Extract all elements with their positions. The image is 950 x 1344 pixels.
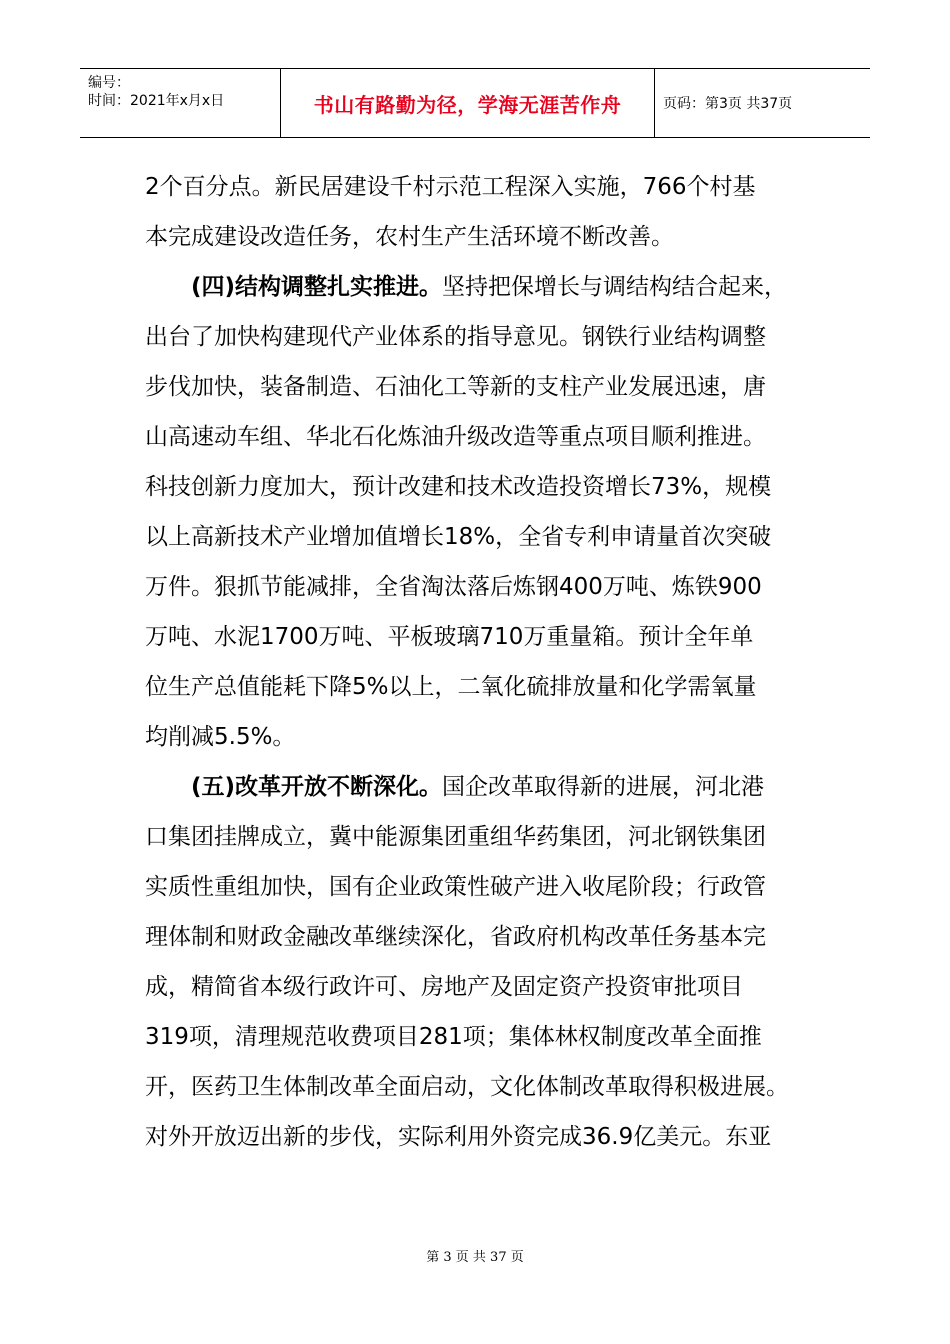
header-page-info: 页码：第3页 共37页 — [663, 96, 793, 112]
text-line: 均削减5.5%。 — [145, 724, 296, 750]
text-line: 成，精简省本级行政许可、房地产及固定资产投资审批项目 — [145, 974, 743, 1000]
text-line: 以上高新技术产业增加值增长18%，全省专利申请量首次突破 — [145, 524, 772, 550]
document-number-label: 编号： — [88, 75, 130, 91]
page-header — [80, 68, 870, 138]
header-motto-cell — [280, 69, 655, 137]
text-line: 理体制和财政金融改革继续深化，省政府机构改革任务基本完 — [145, 924, 766, 950]
text-line: 开，医药卫生体制改革全面启动，文化体制改革取得积极进展。 — [145, 1074, 789, 1100]
text-line: 实质性重组加快，国有企业政策性破产进入收尾阶段；行政管 — [145, 874, 766, 900]
paragraph-first-line — [145, 762, 810, 812]
text-line: 步伐加快，装备制造、石油化工等新的支柱产业发展迅速，唐 — [145, 374, 766, 400]
text-line: 位生产总值能耗下降5%以上，二氧化硫排放量和化学需氧量 — [145, 674, 757, 700]
section-heading: (四)结构调整扎实推进。 — [191, 274, 443, 300]
paragraph-first-line — [145, 262, 810, 312]
paragraph-2 — [145, 262, 810, 762]
text-line: 万件。狠抓节能减排，全省淘汰落后炼钢400万吨、炼铁900 — [145, 574, 762, 600]
text-line: 本完成建设改造任务，农村生产生活环境不断改善。 — [145, 224, 674, 250]
document-time-label: 时间：2021年x月x日 — [88, 93, 225, 109]
text-line: 319项，清理规范收费项目281项；集体林权制度改革全面推 — [145, 1024, 762, 1050]
section-heading: (五)改革开放不断深化。 — [191, 774, 443, 800]
paragraph-3 — [145, 762, 810, 1162]
text-segment: 国企改革取得新的进展，河北港 — [442, 774, 765, 800]
text-line: 2个百分点。新民居建设千村示范工程深入实施，766个村基 — [145, 174, 756, 200]
page-footer: 第 3 页 共 37 页 — [426, 1250, 524, 1265]
header-page-cell — [654, 69, 870, 137]
text-line: 万吨、水泥1700万吨、平板玻璃710万重量箱。预计全年单 — [145, 624, 754, 650]
text-line: 科技创新力度加大，预计改建和技术改造投资增长73%，规模 — [145, 474, 772, 500]
text-line: 山高速动车组、华北石化炼油升级改造等重点项目顺利推进。 — [145, 424, 766, 450]
text-line: 对外开放迈出新的步伐，实际利用外资完成36.9亿美元。东亚 — [145, 1124, 772, 1150]
text-line: 口集团挂牌成立，冀中能源集团重组华药集团，河北钢铁集团 — [145, 824, 766, 850]
header-meta-cell — [80, 69, 280, 137]
document-body — [145, 162, 810, 1162]
text-segment: 坚持把保增长与调结构结合起来， — [442, 274, 788, 300]
paragraph-1 — [145, 162, 810, 262]
header-motto: 书山有路勤为径，学海无涯苦作舟 — [313, 92, 622, 117]
text-line: 出台了加快构建现代产业体系的指导意见。钢铁行业结构调整 — [145, 324, 766, 350]
